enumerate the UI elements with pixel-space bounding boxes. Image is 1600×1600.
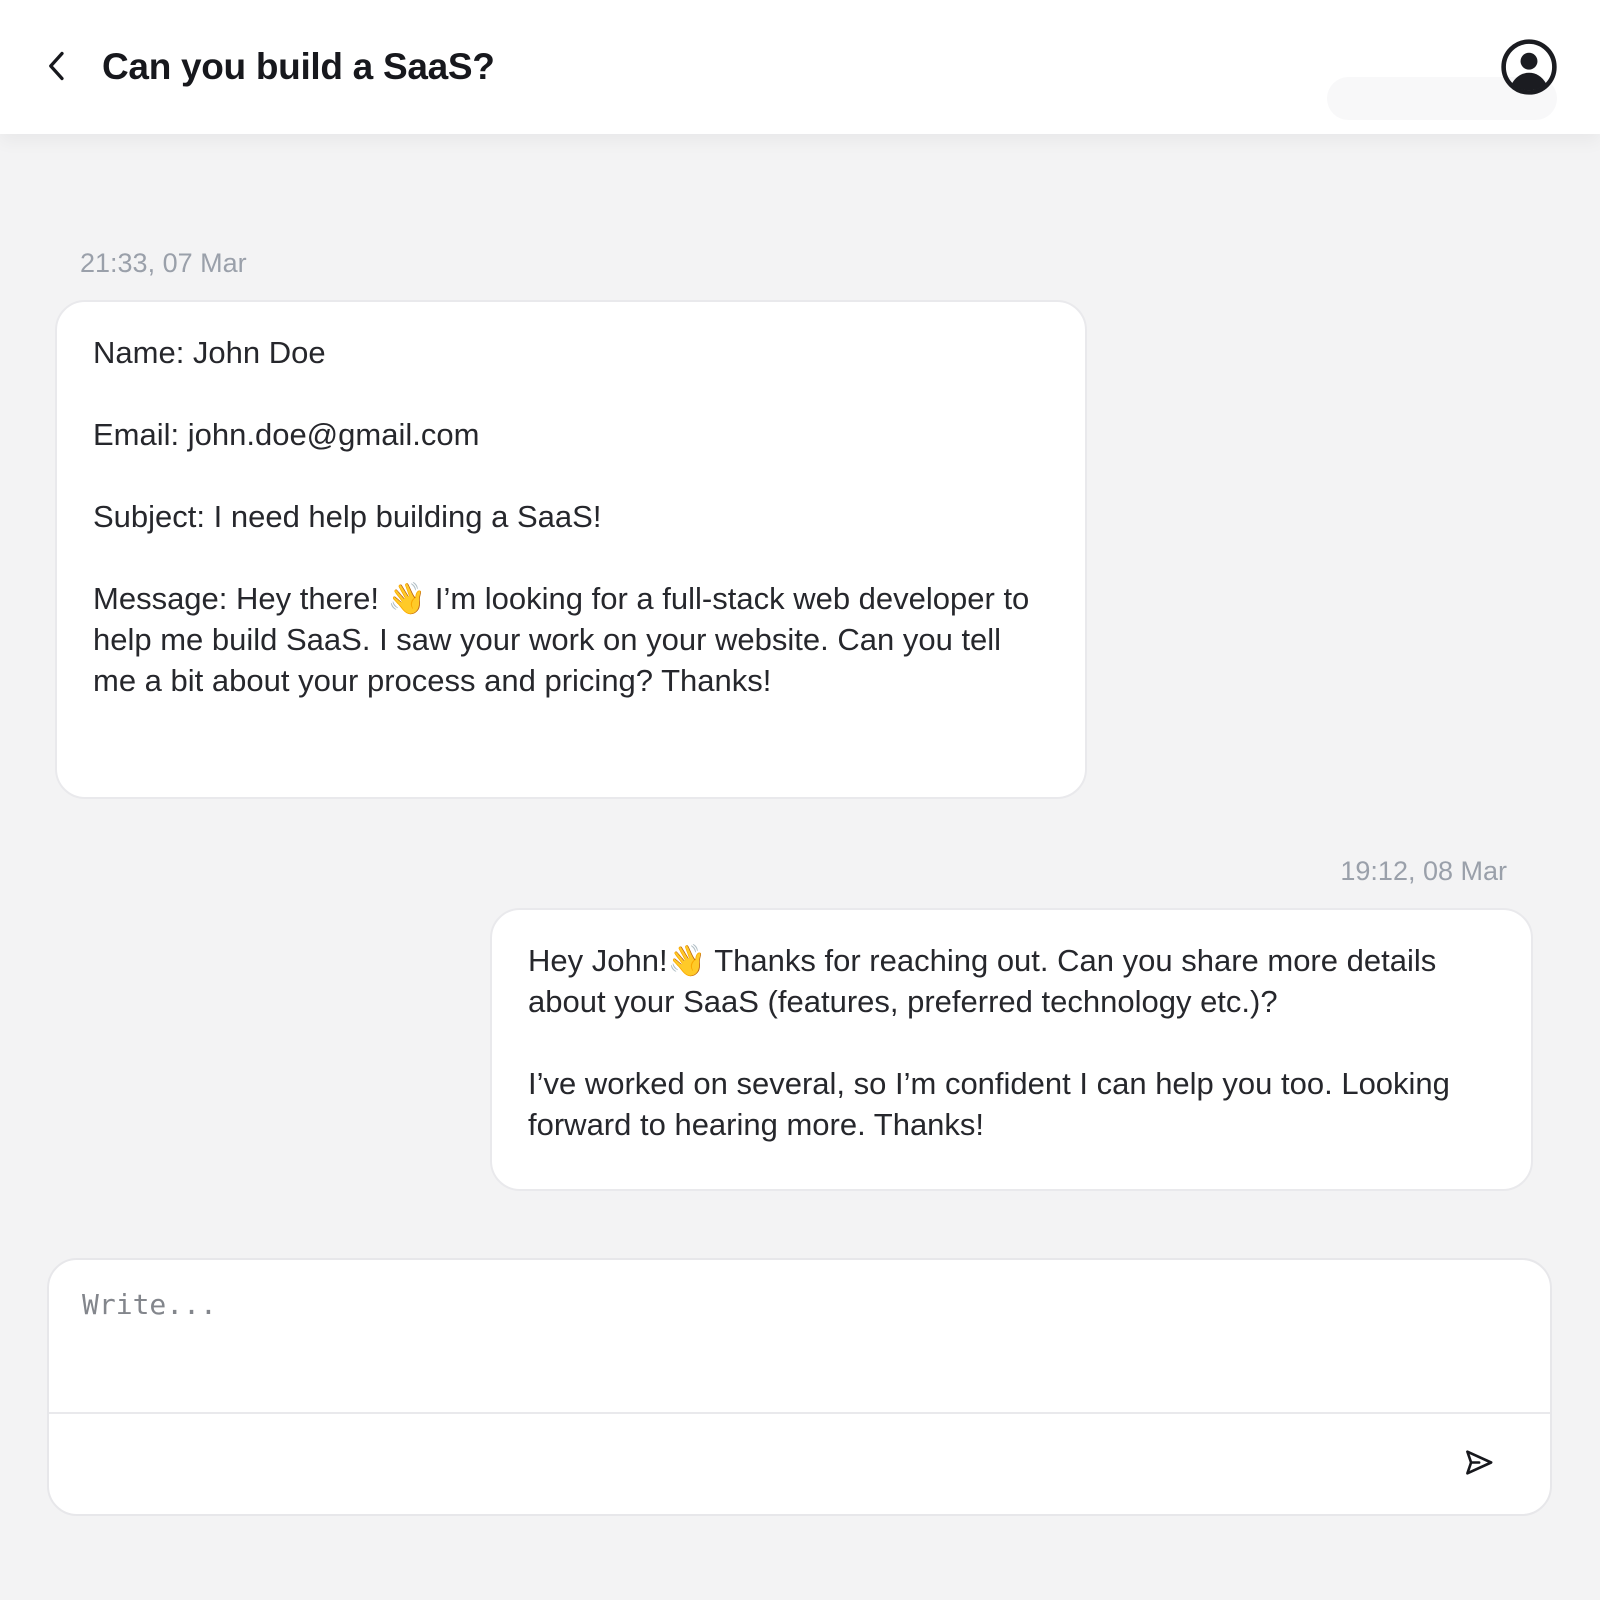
message-timestamp: 21:33, 07 Mar xyxy=(80,248,247,278)
message-paragraph: Email: john.doe@gmail.com xyxy=(93,417,480,452)
message-paragraph: I’ve worked on several, so I’m confident I can help you too. Looking forward to hearing more. Thanks! xyxy=(528,1066,1450,1142)
composer-toolbar xyxy=(49,1414,1550,1514)
message-paragraph: Subject: I need help building a SaaS! xyxy=(93,499,602,534)
message-bubble-sent xyxy=(490,908,1533,1191)
header xyxy=(0,0,1600,134)
message-bubble-received xyxy=(55,300,1087,799)
message-input[interactable] xyxy=(49,1260,1550,1412)
avatar-button[interactable] xyxy=(1500,38,1558,96)
message-paragraph: Hey John!👋 Thanks for reaching out. Can you share more details about your SaaS (features, preferred technology etc.)? xyxy=(528,943,1437,1019)
user-circle-icon xyxy=(1500,84,1558,99)
message-timestamp: 19:12, 08 Mar xyxy=(1340,856,1507,886)
chat-area xyxy=(0,246,1600,1191)
page-title: Can you build a SaaS? xyxy=(102,46,495,87)
chevron-left-icon xyxy=(42,48,72,87)
send-button[interactable] xyxy=(1456,1442,1500,1486)
message-composer xyxy=(47,1258,1552,1516)
message-paragraph: Name: John Doe xyxy=(93,335,326,370)
send-icon xyxy=(1460,1444,1497,1484)
back-button[interactable] xyxy=(42,47,76,87)
message-paragraph: Message: Hey there! 👋 I’m looking for a full-stack web developer to help me build SaaS. I saw your work on your website. Can you tell me a bit about your process and pricing? Thanks! xyxy=(93,581,1030,698)
